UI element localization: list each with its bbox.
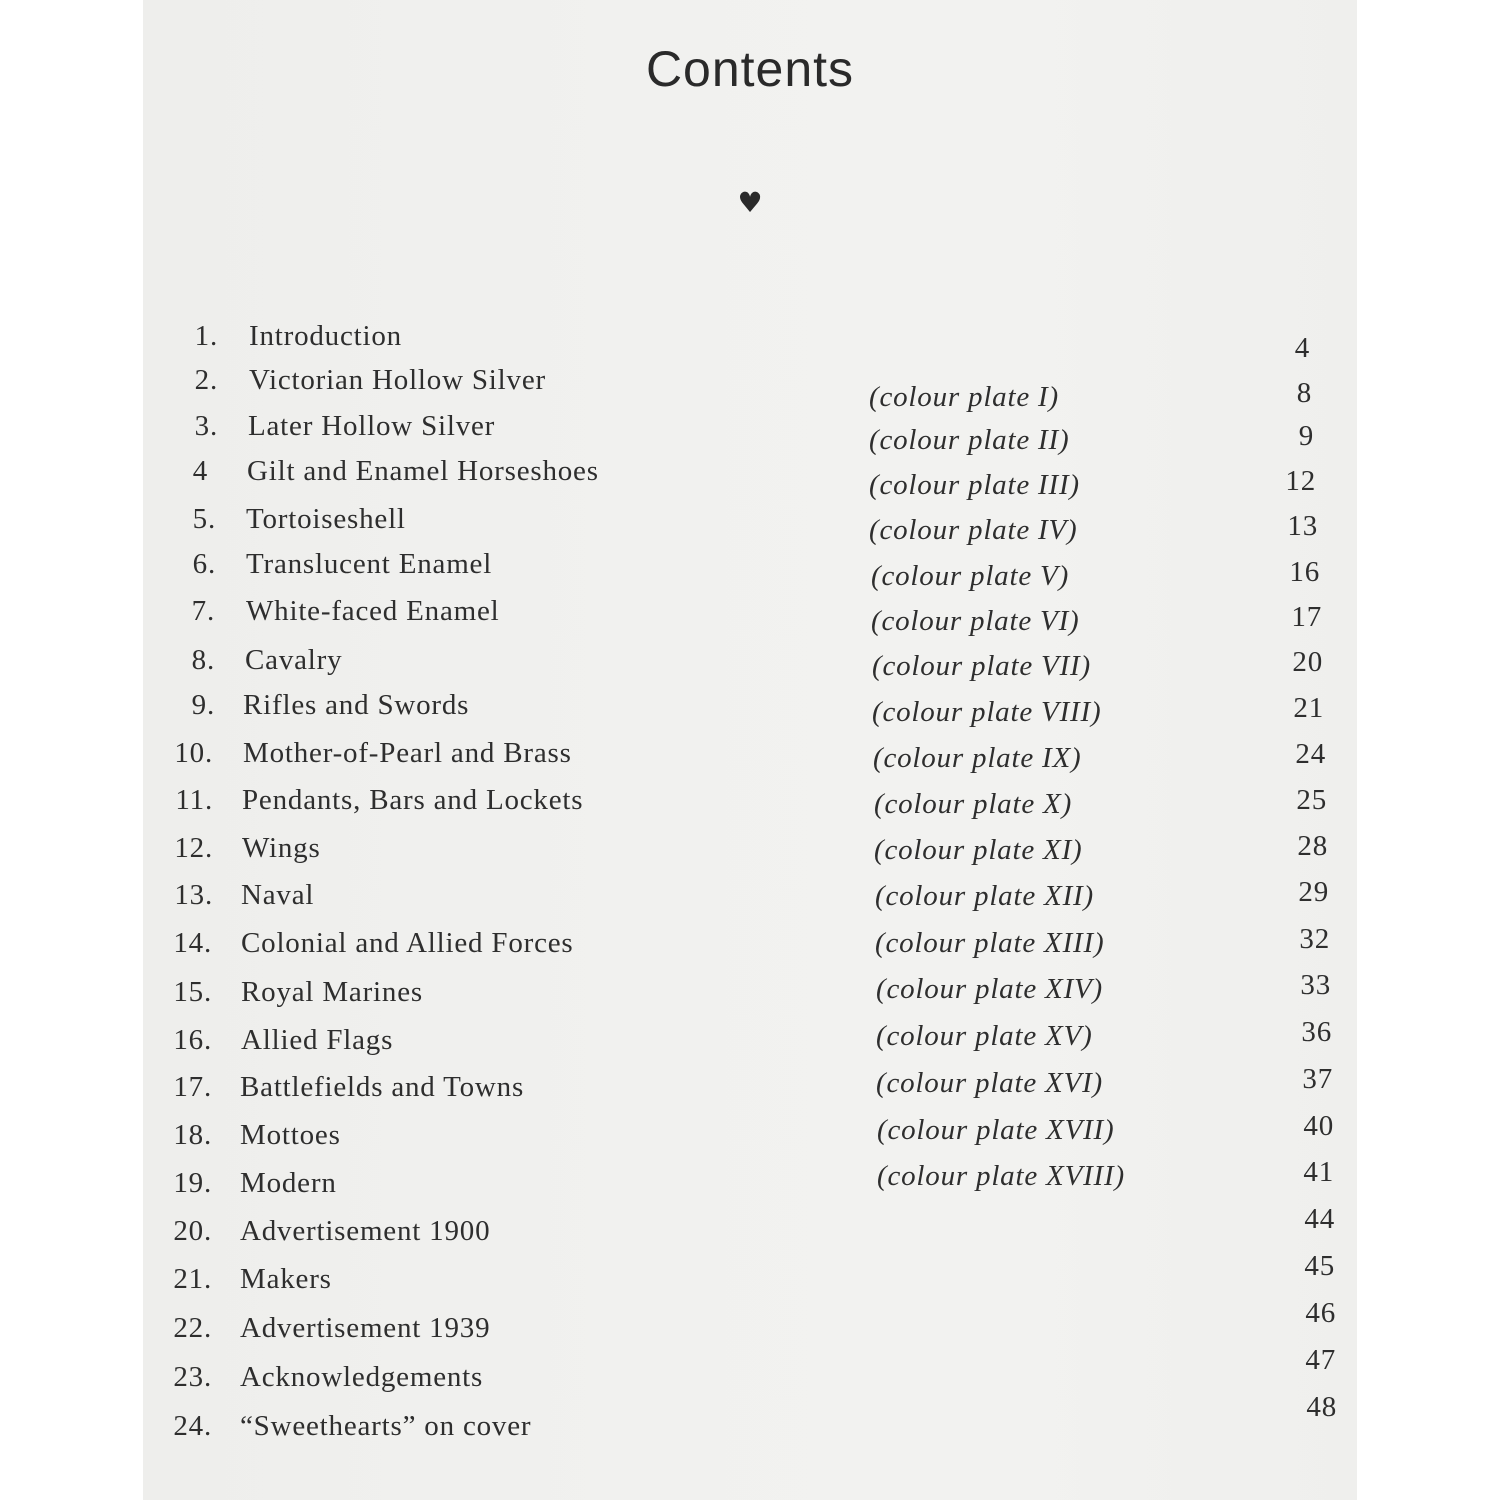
toc-entry-title: “Sweethearts” on cover (240, 1410, 532, 1442)
toc-entry-number: 1. (194, 320, 218, 352)
toc-entry-number: 4 (192, 455, 208, 487)
toc-entry-title: Mottoes (240, 1119, 341, 1151)
toc-entry-page-number: 17 (1291, 601, 1322, 633)
toc-entry-page-number: 47 (1305, 1344, 1336, 1376)
toc-entry-title: Makers (240, 1263, 332, 1295)
toc-entry-page-number: 25 (1296, 784, 1327, 816)
toc-entry-number: 10. (174, 737, 213, 769)
toc-entry-title: Later Hollow Silver (248, 410, 496, 442)
toc-entry-number: 6. (192, 548, 216, 580)
toc-entry-number: 13. (174, 879, 213, 911)
toc-entry-title: Advertisement 1939 (240, 1312, 491, 1344)
toc-entry-title: Modern (240, 1167, 337, 1199)
toc-entry-title: Introduction (249, 320, 402, 352)
toc-entry-page-number: 48 (1306, 1391, 1337, 1423)
toc-entry-colour-plate: (colour plate XII) (875, 880, 1094, 912)
toc-entry-title: Gilt and Enamel Horseshoes (247, 455, 599, 487)
toc-entry-number: 12. (174, 832, 213, 864)
toc-entry-colour-plate: (colour plate VII) (872, 650, 1091, 682)
toc-entry-number: 22. (173, 1312, 212, 1344)
toc-entry-title: Rifles and Swords (243, 689, 470, 721)
toc-entry-page-number: 45 (1304, 1250, 1335, 1282)
toc-entry-colour-plate: (colour plate III) (869, 469, 1080, 501)
toc-entry-title: Cavalry (245, 644, 343, 676)
toc-entry-title: Tortoiseshell (246, 503, 406, 535)
toc-entry-page-number: 32 (1299, 923, 1330, 955)
toc-entry-number: 18. (173, 1119, 212, 1151)
toc-entry-page-number: 20 (1292, 646, 1323, 678)
toc-entry-number: 7. (191, 595, 215, 627)
toc-entry-page-number: 40 (1303, 1110, 1334, 1142)
toc-entry-title: Translucent Enamel (246, 548, 493, 580)
toc-entry-number: 21. (173, 1263, 212, 1295)
toc-entry-number: 3. (194, 410, 218, 442)
toc-entry-colour-plate: (colour plate II) (869, 424, 1070, 456)
toc-entry-page-number: 33 (1300, 969, 1331, 1001)
toc-entry-number: 19. (173, 1167, 212, 1199)
toc-entry-colour-plate: (colour plate XV) (876, 1020, 1093, 1052)
toc-entry-page-number: 44 (1304, 1203, 1335, 1235)
toc-entry-page-number: 41 (1303, 1156, 1334, 1188)
toc-entry-title: Battlefields and Towns (240, 1071, 525, 1103)
toc-entry-title: Acknowledgements (240, 1361, 484, 1393)
heart-icon: ♥ (737, 186, 763, 219)
toc-entry-colour-plate: (colour plate XIV) (876, 973, 1104, 1005)
toc-entry-page-number: 9 (1298, 420, 1314, 452)
toc-entry-title: Allied Flags (241, 1024, 394, 1056)
toc-entry-number: 11. (175, 784, 213, 816)
toc-entry-colour-plate: (colour plate XVI) (876, 1067, 1104, 1099)
toc-entry-number: 8. (191, 644, 215, 676)
toc-entry-page-number: 46 (1305, 1297, 1336, 1329)
toc-entry-page-number: 36 (1301, 1016, 1332, 1048)
toc-entry-colour-plate: (colour plate XI) (874, 834, 1083, 866)
toc-entry-page-number: 21 (1293, 692, 1324, 724)
toc-entry-number: 5. (192, 503, 216, 535)
toc-entry-page-number: 29 (1298, 876, 1329, 908)
toc-entry-title: Colonial and Allied Forces (241, 927, 574, 959)
toc-entry-page-number: 8 (1296, 377, 1312, 409)
toc-entry-title: Mother-of-Pearl and Brass (243, 737, 572, 769)
toc-entry-title: Royal Marines (241, 976, 423, 1008)
toc-entry-number: 15. (173, 976, 212, 1008)
toc-entry-number: 23. (173, 1361, 212, 1393)
toc-entry-colour-plate: (colour plate XVIII) (877, 1160, 1125, 1192)
toc-entry-title: Victorian Hollow Silver (249, 364, 546, 396)
toc-entry-colour-plate: (colour plate I) (869, 381, 1059, 413)
toc-entry-page-number: 4 (1294, 332, 1310, 364)
toc-entry-colour-plate: (colour plate IV) (869, 514, 1078, 546)
toc-entry-number: 14. (173, 927, 212, 959)
toc-entry-colour-plate: (colour plate V) (871, 560, 1070, 592)
toc-entry-colour-plate: (colour plate XIII) (875, 927, 1105, 959)
toc-entry-number: 16. (173, 1024, 212, 1056)
toc-entry-colour-plate: (colour plate IX) (873, 742, 1082, 774)
toc-entry-number: 17. (173, 1071, 212, 1103)
toc-entry-title: Advertisement 1900 (240, 1215, 491, 1247)
toc-entry-colour-plate: (colour plate VI) (871, 605, 1080, 637)
toc-entry-number: 2. (194, 364, 218, 396)
toc-entry-number: 24. (173, 1410, 212, 1442)
toc-entry-page-number: 24 (1295, 738, 1326, 770)
toc-entry-title: Pendants, Bars and Lockets (242, 784, 584, 816)
toc-entry-number: 9. (191, 689, 215, 721)
toc-entry-page-number: 37 (1302, 1063, 1333, 1095)
toc-entry-page-number: 13 (1287, 510, 1318, 542)
toc-entry-title: White-faced Enamel (246, 595, 500, 627)
toc-entry-title: Wings (242, 832, 321, 864)
toc-entry-number: 20. (173, 1215, 212, 1247)
toc-entry-colour-plate: (colour plate VIII) (872, 696, 1102, 728)
toc-entry-page-number: 16 (1289, 556, 1320, 588)
toc-entry-colour-plate: (colour plate XVII) (877, 1114, 1115, 1146)
toc-entry-colour-plate: (colour plate X) (874, 788, 1073, 820)
toc-entry-page-number: 12 (1285, 465, 1316, 497)
toc-entry-page-number: 28 (1297, 830, 1328, 862)
page-title: Contents (645, 41, 855, 97)
toc-entry-title: Naval (241, 879, 315, 911)
